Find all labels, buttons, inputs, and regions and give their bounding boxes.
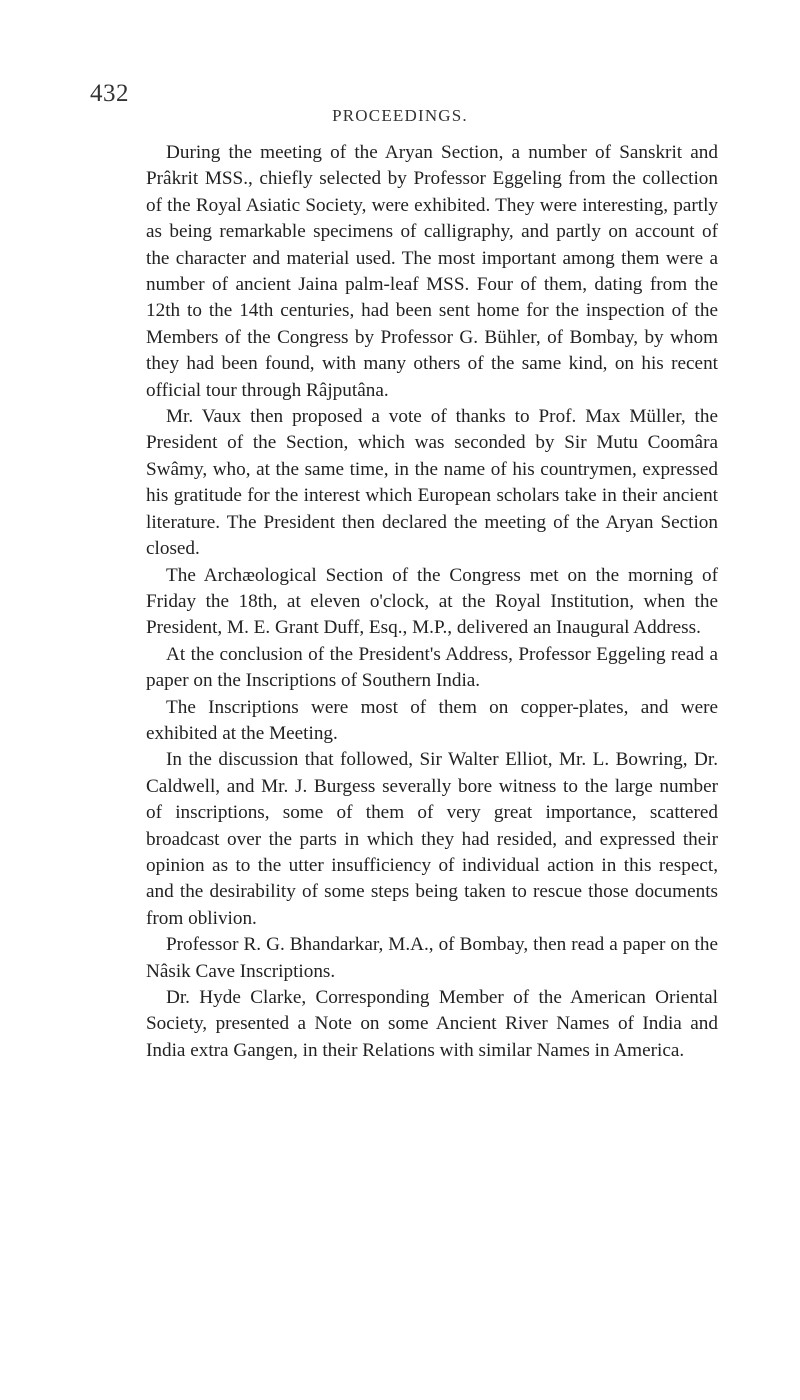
paragraph-hyde-clarke-note: Dr. Hyde Clarke, Corresponding Member of the American Oriental Society, presented a Note on some Ancient River Names of India and India extra Gangen, in their Relations with similar Names in America.	[146, 987, 718, 1061]
paragraph-archaeological-section: The Archæological Section of the Congress met on the morning of Friday the 18th, at eleven o'clock, at the Royal Institution, when the President, M. E. Grant Duff, Esq., M.P., delivered an Inaugural Address.	[146, 564, 718, 639]
body-text	[146, 140, 718, 1064]
running-title: PROCEEDINGS.	[332, 106, 468, 125]
paragraph-discussion: In the discussion that followed, Sir Walter Elliot, Mr. L. Bowring, Dr. Caldwell, and Mr. J. Burgess severally bore witness to the large number of inscriptions, some of them of very great importance, scattered broadcast over the parts in which they had resided, and expressed their opinion as to the utter insufficiency of individual action in this respect, and the desirability of some steps being taken to rescue those documents from oblivion.	[146, 749, 718, 929]
paragraph-eggeling-paper: At the conclusion of the President's Address, Professor Eggeling read a paper on the Inscriptions of Southern India.	[146, 643, 718, 692]
paragraph-vote-of-thanks: Mr. Vaux then proposed a vote of thanks to Prof. Max Müller, the President of the Section, which was seconded by Sir Mutu Coomâra Swâmy, who, at the same time, in the name of his countrymen, expressed his gratitude for the interest which European scholars take in their ancient literature. The President then declared the meeting of the Aryan Section closed.	[146, 406, 718, 560]
paragraph-copper-plates: The Inscriptions were most of them on copper-plates, and were exhibited at the Meeting.	[146, 696, 718, 744]
paragraph-bhandarkar-paper: Professor R. G. Bhandarkar, M.A., of Bombay, then read a paper on the Nâsik Cave Inscriptions.	[146, 934, 718, 982]
page-number: 432	[90, 80, 129, 107]
paragraph-aryan-section-exhibit: During the meeting of the Aryan Section, a number of Sanskrit and Prâkrit MSS., chiefly selected by Professor Eggeling from the collection of the Royal Asiatic Society, were exhibited. They were interesting, partly as being remarkable specimens of calligraphy, and partly on account of the character and material used. The most important among them were a number of ancient Jaina palm-leaf MSS. Four of them, dating from the 12th to the 14th centuries, had been sent home for the inspection of the Members of the Congress by Professor G. Bühler, of Bombay, by whom they had been found, with many others of the same kind, on his recent official tour through Râjputâna.	[146, 142, 718, 401]
